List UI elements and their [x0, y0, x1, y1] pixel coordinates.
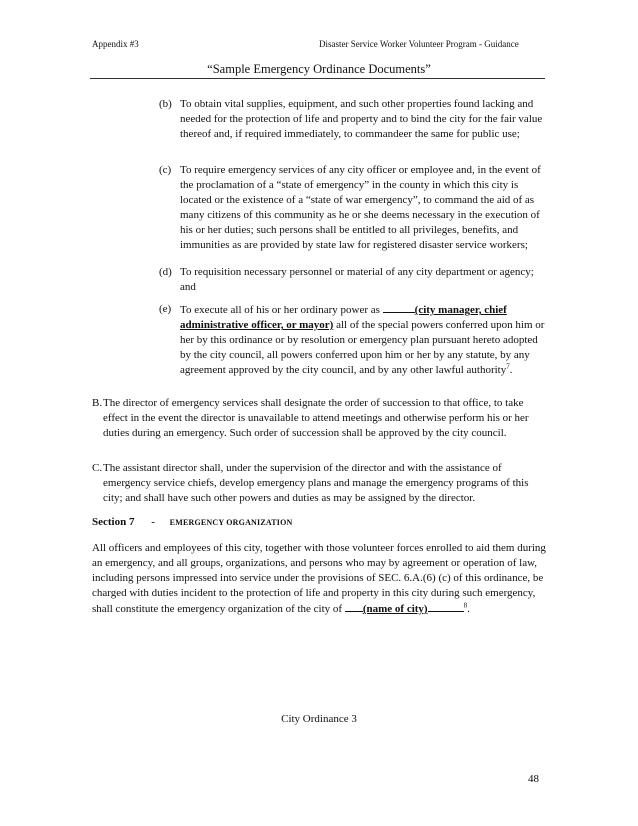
item-b-text: To obtain vital supplies, equipment, and such other properties found lacking and needed for the protection of life and property and to bind the city for the fair value thereof and, if required immediately, to commandeer the same for public use;	[180, 98, 543, 140]
item-e-text-b: all of the special powers conferred upon him or her by this ordinance or by resolution or emergency plan pursuant hereto adopted by the city council, all powers conferred upon him or her by any statute, by any agreement approved by the city council, and by any other lawful authority	[180, 319, 545, 376]
item-e-text-a: To execute all of his or her ordinary power as	[180, 304, 383, 316]
paragraph-b-text: The director of emergency services shall designate the order of succession to that office, to take effect in the event the director is unavailable to attend meetings and otherwise perform his or her duties during an emergency. Such order of succession shall be approved by the city council.	[103, 397, 529, 439]
item-d-label: (d)	[159, 266, 172, 278]
section-7-heading	[92, 516, 293, 528]
section-7-body	[92, 541, 550, 617]
section-number: Section 7	[92, 516, 135, 528]
item-d	[159, 265, 549, 295]
page-number: 48	[528, 773, 539, 785]
item-e-official-title: (city manager, chief administrative officer, or mayor)	[180, 304, 507, 331]
blank-line	[383, 302, 415, 313]
section-title: EMERGENCY ORGANIZATION	[169, 518, 293, 527]
section-dash: -	[151, 516, 155, 528]
blank-line	[345, 601, 363, 612]
header-right: Disaster Service Worker Volunteer Program - Guidance	[319, 39, 519, 49]
item-e-label: (e)	[159, 303, 172, 315]
paragraph-c-label: C.	[92, 462, 103, 474]
paragraph-c-text: The assistant director shall, under the supervision of the director and with the assistance of emergency service chiefs, develop emergency plans and manage the emergency programs of this city; and shall have such other powers and duties as may be assigned by the director.	[103, 462, 529, 504]
item-c-label: (c)	[159, 164, 172, 176]
section-7-text: All officers and employees of this city, together with those volunteer forces enrolled to aid them during an emergency, and all groups, organizations, and persons who may by agreement or operation of law, including persons impressed into service under the provisions of SEC. 6.A.(6) (c) of this ordinance, be charged with duties incident to the protection of life and property in this city during such emergency, shall constitute the emergency organization of the city of	[92, 542, 546, 615]
city-name-placeholder: (name of city)	[362, 603, 428, 615]
item-b-label: (b)	[159, 98, 172, 110]
item-c-text: To require emergency services of any city officer or employee and, in the event of the proclamation of a “state of emergency” in the county in which this city is located or the existence of a “state of war emergency”, to command the aid of as many citizens of this community as he or she deems necessary in the execution of his or her duties; such persons shall be entitled to all privileges, benefits, and immunities as are provided by state law for registered disaster service workers;	[180, 164, 541, 251]
footnote-7: 7	[506, 362, 510, 371]
paragraph-b	[92, 396, 550, 441]
document-title: “Sample Emergency Ordinance Documents”	[207, 62, 431, 76]
header-left: Appendix #3	[92, 39, 139, 49]
item-c	[159, 163, 549, 253]
blank-line	[428, 601, 464, 612]
section-7-end: .	[467, 603, 470, 615]
item-e-end: .	[509, 364, 513, 376]
item-b	[159, 97, 549, 142]
item-e	[159, 302, 549, 378]
page-footer: City Ordinance 3	[281, 713, 357, 725]
header-rule	[90, 78, 545, 79]
footnote-8: 8	[463, 601, 468, 610]
item-d-text: To requisition necessary personnel or material of any city department or agency; and	[180, 266, 534, 293]
paragraph-b-label: B.	[92, 397, 103, 409]
paragraph-c	[92, 461, 550, 506]
